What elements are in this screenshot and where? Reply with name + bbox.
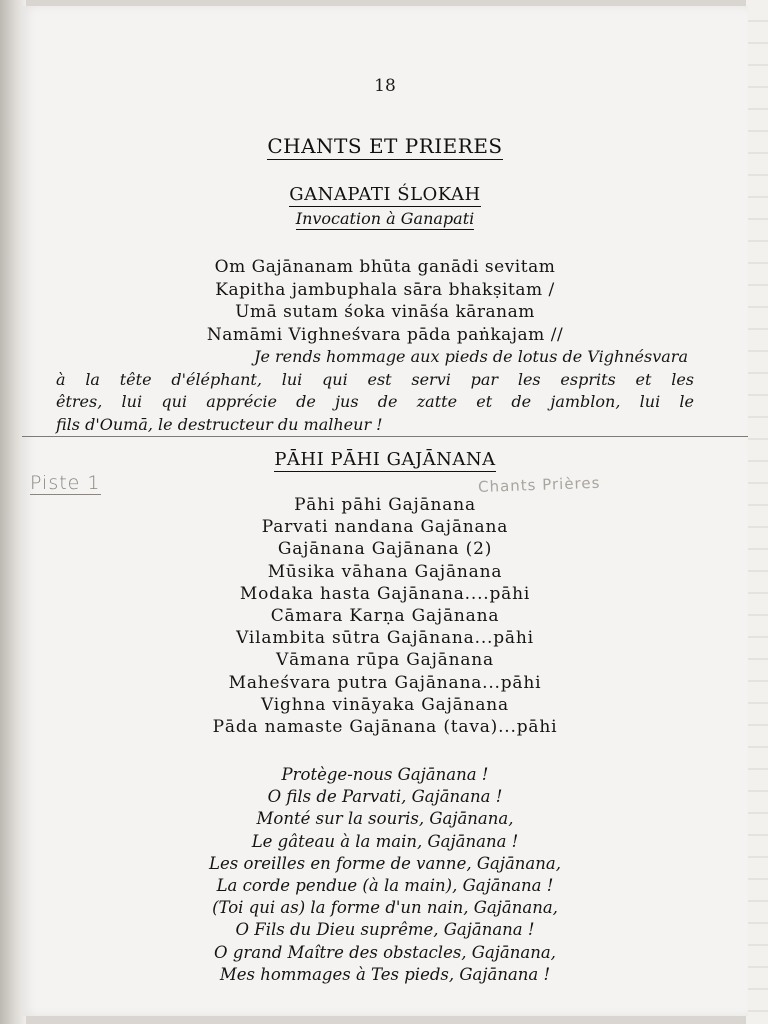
section-title-pahi-pahi: [22, 449, 748, 470]
song-line: Pāhi pāhi Gajānana: [294, 495, 476, 515]
song-translation-line: Les oreilles en forme de vanne, Gajānana,: [209, 853, 561, 873]
handwritten-note-label: Chants Prières: [477, 473, 601, 497]
book-page: [22, 6, 748, 1016]
song-translation-line: La corde pendue (à la main), Gajānana !: [216, 876, 554, 896]
song-line: Parvati nandana Gajānana: [261, 517, 509, 538]
song-translation-line: (Toi qui as) la forme d'un nain, Gajānana,: [212, 898, 558, 918]
verse-line: Umā sutam śoka vināśa kāranam: [235, 302, 535, 322]
page-number: 18: [374, 76, 396, 96]
page-title-text: CHANTS ET PRIERES: [267, 134, 503, 158]
verse-line: Om Gajānanam bhūta ganādi sevitam: [214, 257, 556, 277]
song-line: Maheśvara putra Gajānana...pāhi: [228, 672, 542, 693]
translation-line: à la tête d'éléphant, lui qui est servi par les esprits et les: [56, 369, 694, 389]
song-line: Modaka hasta Gajānana....pāhi: [239, 583, 531, 604]
song-translation-line: O Fils du Dieu suprême, Gajānana !: [235, 920, 535, 940]
section-title-ganapati-slokah: [22, 184, 748, 205]
handwritten-note-text: Piste 1: [30, 472, 101, 494]
verse-line: Namāmi Vighneśvara pāda paṅkajam //: [206, 324, 564, 345]
song-translation-line: O grand Maître des obstacles, Gajānana,: [214, 942, 556, 962]
song-line: Vilambita sūtra Gajānana...pāhi: [236, 628, 534, 649]
verse-line: Kapitha jambuphala sāra bhakṣitam /: [215, 279, 555, 300]
page-edge: [746, 0, 768, 1024]
translation-line: êtres, lui qui apprécie de jus de zatte et de jamblon, lui le: [56, 392, 694, 411]
handwritten-note-track: [30, 472, 140, 494]
song-line: Vāmana rūpa Gajānana: [276, 650, 494, 671]
song-line: Pāda namaste Gajānana (tava)...pāhi: [212, 717, 558, 738]
song-line: Cāmara Karṇa Gajānana: [270, 606, 500, 627]
song-line: Mūsika vāhana Gajānana: [267, 561, 503, 582]
section-subtitle-text: Invocation à Ganapati: [295, 209, 475, 228]
song-translation-line: Le gâteau à la main, Gajānana !: [251, 831, 519, 851]
section-title-text: PĀHI PĀHI GAJĀNANA: [274, 449, 496, 470]
song-translation-line: Protège-nous Gajānana !: [281, 765, 489, 784]
song-line: Gajānana Gajānana (2): [277, 539, 493, 560]
song-translation-line: O fils de Parvati, Gajānana !: [267, 787, 503, 807]
page-title: [22, 134, 748, 158]
sloka-translation: [56, 346, 694, 436]
song-verse: [22, 494, 748, 738]
song-line: Vighna vināyaka Gajānana: [261, 694, 509, 715]
section-subtitle: [22, 209, 748, 228]
translation-line: Je rends hommage aux pieds de lotus de Vighnésvara: [254, 347, 688, 366]
section-title-text: GANAPATI ŚLOKAH: [289, 184, 481, 205]
section-divider: [22, 436, 748, 437]
song-translation: [22, 764, 748, 986]
translation-line: fils d'Oumā, le destructeur du malheur !: [56, 414, 383, 434]
song-translation-line: Mes hommages à Tes pieds, Gajānana !: [219, 964, 551, 984]
sloka-verse: [22, 256, 748, 346]
song-translation-line: Monté sur la souris, Gajānana,: [256, 809, 514, 829]
